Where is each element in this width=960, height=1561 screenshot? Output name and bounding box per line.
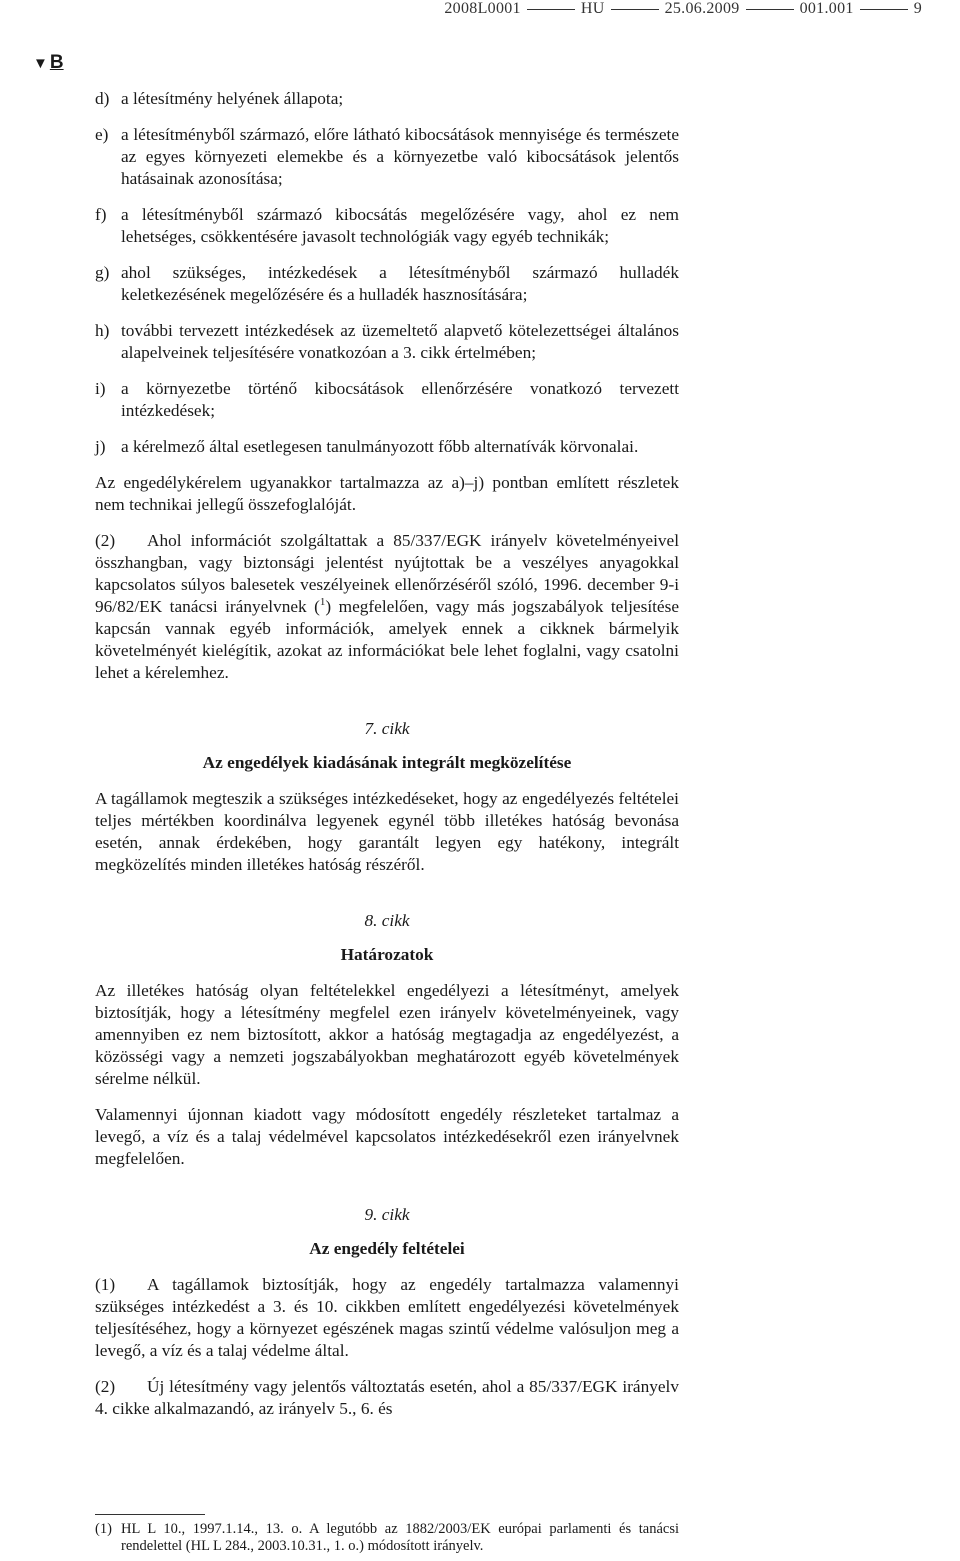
paragraph-text-b: ) megfelelően, vagy más jogszabályok teljesítése kapcsán vannak egyéb információk, amelyek ennek a cikknek bármelyik követelményét kielégítik, azokat az információkat bele lehet foglalni, vagy csatolni lehet a kérelemhez.: [95, 597, 679, 682]
article-7-text: A tagállamok megteszik a szükséges intézkedéseket, hogy az engedélyezés feltételei teljes mértékben koordinálva legyenek egynél több illetékes hatóság bevonása esetén, annak érdekében, hogy garantált legyen egy hatékony, integrált megközelítés minden illetékes hatóság részéről.: [95, 789, 679, 874]
footnote-mark: (1): [95, 1521, 112, 1537]
item-mark: h): [95, 321, 110, 340]
list-item: [95, 262, 679, 306]
paragraph-number: (2): [95, 1377, 116, 1396]
item-text: a létesítményből származó kibocsátás megelőzésére vagy, ahol ez nem lehetséges, csökkentésére javasolt technológiák vagy egyéb technikák;: [121, 205, 679, 246]
list-item: [95, 124, 679, 190]
doc-lang: HU: [580, 0, 605, 17]
page-number: 9: [913, 0, 922, 17]
item-mark: d): [95, 89, 110, 108]
document-body: [95, 88, 679, 1434]
article-7-title: Az engedélyek kiadásának integrált megközelítése: [202, 753, 572, 772]
header-dash: [746, 9, 794, 10]
footnote-text: HL L 10., 1997.1.14., 13. o. A legutóbb az 1882/2003/EK európai parlamenti és tanácsi rendelettel (HL L 284., 2003.10.31., 1. o.) módosított irányelv.: [121, 1521, 679, 1554]
item-text: a létesítmény helyének állapota;: [121, 89, 344, 108]
article-8-title: Határozatok: [340, 945, 434, 964]
list-item: [95, 88, 679, 110]
doc-date: 25.06.2009: [664, 0, 740, 17]
item-text: a kérelmező által esetlegesen tanulmányozott főbb alternatívák körvonalai.: [121, 437, 639, 456]
item-text: ahol szükséges, intézkedések a létesítményből származó hulladék keletkezésének megelőzésére és a hulladék hasznosítására;: [121, 263, 679, 304]
doc-code: 2008L0001: [444, 0, 521, 17]
amendment-marker: [33, 52, 64, 74]
item-text: további tervezett intézkedések az üzemeltető alapvető kötelezettségei általános alapelveinek teljesítésére vonatkozóan a 3. cikk értelmében;: [121, 321, 679, 362]
item-mark: f): [95, 205, 107, 224]
list-item: [95, 320, 679, 364]
triangle-down-icon: ▼: [33, 55, 48, 72]
item-text: a környezetbe történő kibocsátások ellenőrzésére vonatkozó tervezett intézkedések;: [121, 379, 679, 420]
page-header: [444, 0, 922, 18]
paragraph-text: A tagállamok biztosítják, hogy az engedély tartalmazza valamennyi szükséges intézkedést a 3. és 10. cikkben említett engedélyezési követelmények teljesítéséhez, hogy a környezet egészének magas szintű védelme valósuljon meg a levegő, a víz és a talaj védelme által.: [95, 1275, 679, 1360]
paragraph-number: (1): [95, 1275, 116, 1294]
item-mark: j): [95, 437, 106, 456]
header-dash: [527, 9, 575, 10]
item-mark: i): [95, 379, 106, 398]
article-8-paragraph-2: Valamennyi újonnan kiadott vagy módosított engedély részleteket tartalmaz a levegő, a víz és a talaj védelmével kapcsolatos intézkedésekről ezen irányelvnek megfelelően.: [95, 1105, 679, 1168]
list-item: [95, 378, 679, 422]
list-item: [95, 204, 679, 248]
paragraph-text-a: Ahol információt szolgáltattak a 85/337/EGK irányelv követelményeivel összhangban, vagy biztonsági jelentést nyújtottak be a veszélyes anyagokkal kapcsolatos súlyos balesetek veszélyeinek ellenőrzéséről szóló, 1996. december 9-i 96/82/EK tanácsi irányelvnek (: [95, 531, 679, 616]
article-8-paragraph-1: Az illetékes hatóság olyan feltételekkel engedélyezi a létesítményt, amelyek biztosítják, hogy a létesítmény megfelel ezen irányelv követelményeinek, vagy amennyiben ez nem biztosított, akkor a hatóság megtagadja az engedélyezést, a közösségi vagy a nemzeti jogszabályokban meghatározott egyéb követelmények sérelme nélkül.: [95, 981, 679, 1088]
summary-paragraph: Az engedélykérelem ugyanakkor tartalmazza az a)–j) pontban említett részletek nem technikai jellegű összefoglalóját.: [95, 473, 679, 514]
article-9-paragraph-2: [95, 1376, 679, 1420]
article-9-number: 9. cikk: [364, 1205, 410, 1224]
list-item: [95, 436, 679, 458]
article-9-paragraph-1: [95, 1274, 679, 1362]
article-8-number: 8. cikk: [364, 911, 410, 930]
footnote: [95, 1521, 679, 1555]
article-9-title: Az engedély feltételei: [309, 1239, 465, 1258]
footnote-ref[interactable]: 1: [319, 596, 326, 609]
article-7-number: 7. cikk: [364, 719, 410, 738]
footnote-separator: [95, 1514, 205, 1515]
paragraph-2: [95, 530, 679, 684]
paragraph-number: (2): [95, 531, 116, 550]
doc-version: 001.001: [799, 0, 854, 17]
item-mark: e): [95, 125, 109, 144]
header-dash: [611, 9, 659, 10]
header-dash: [860, 9, 908, 10]
paragraph-text: Új létesítmény vagy jelentős változtatás esetén, ahol a 85/337/EGK irányelv 4. cikke alkalmazandó, az irányelv 5., 6. és: [95, 1377, 679, 1418]
item-mark: g): [95, 263, 110, 282]
item-text: a létesítményből származó, előre látható kibocsátások mennyisége és természete az egyes környezeti elemekbe és a környezetbe való kibocsátások jelentős hatásainak azonosítása;: [121, 125, 679, 188]
marker-label: B: [49, 52, 64, 73]
